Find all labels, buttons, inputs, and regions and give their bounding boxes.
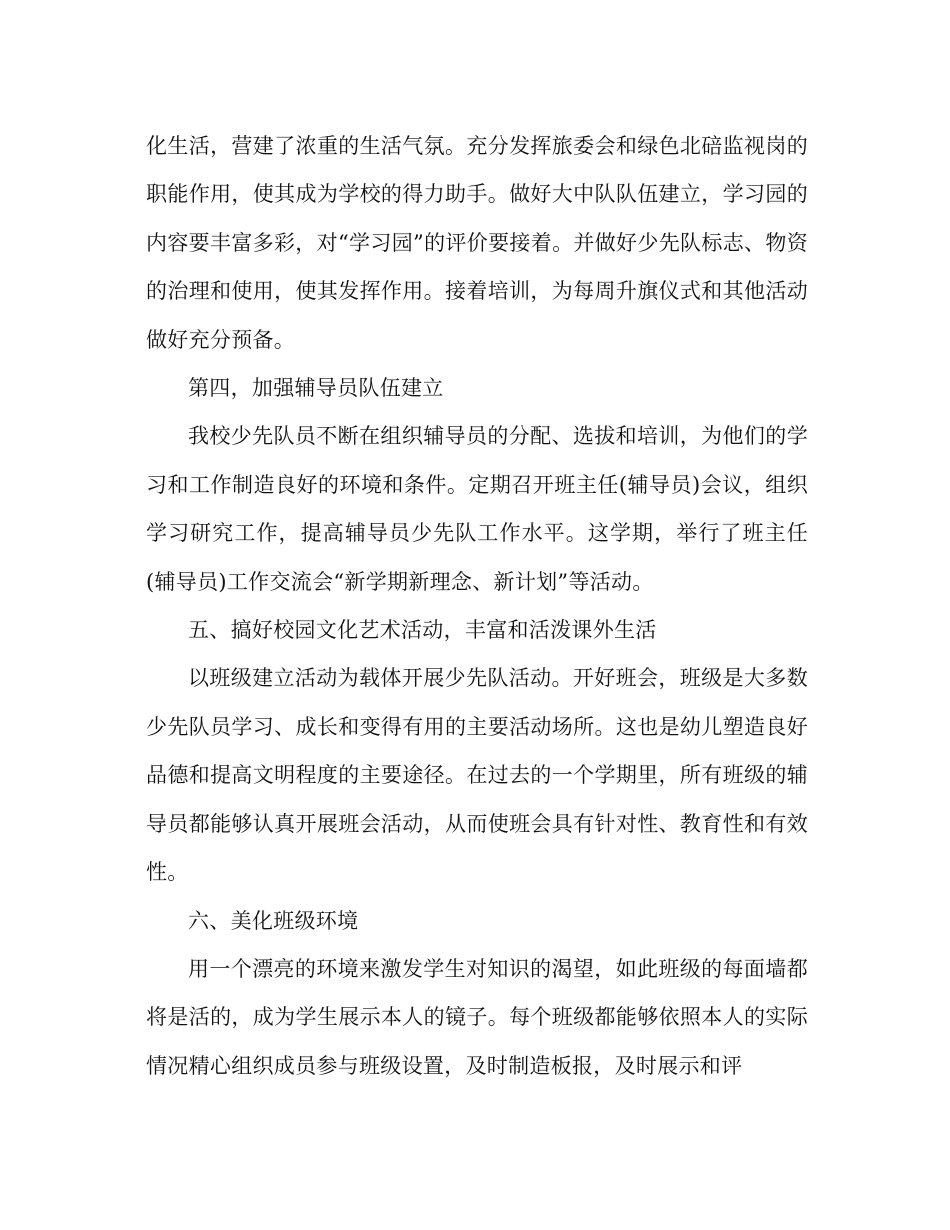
heading-fourth-counselor-team: 第四，加强辅导员队伍建立 xyxy=(188,376,444,401)
paragraph-counselor-training: 我校少先队员不断在组织辅导员的分配、选拔和培训，为他们的学习和工作制造良好的环境和条件。定期召开班主任(辅导员)会议，组织学习研究工作，提高辅导员少先队工作水平。这学期，举行了班主任(辅导员)工作交流会“新学期新理念、新计划”等活动。 xyxy=(146,424,808,594)
heading-six-classroom-environment: 六、美化班级环境 xyxy=(188,908,359,933)
paragraph-continued-activities: 化生活，营建了浓重的生活气氛。充分发挥旅委会和绿色北碚监视岗的职能作用，使其成为学校的得力助手。做好大中队队伍建立，学习园的内容要丰富多彩，对“学习园”的评价要接着。并做好少先队标志、物资的治理和使用，使其发挥作用。接着培训，为每周升旗仪式和其他活动做好充分预备。 xyxy=(146,134,808,352)
paragraph-class-meetings: 以班级建立活动为载体开展少先队活动。开好班会，班级是大多数少先队员学习、成长和变得有用的主要活动场所。这也是幼儿塑造良好品德和提高文明程度的主要途径。在过去的一个学期里，所有班级的辅导员都能够认真开展班会活动，从而使班会具有针对性、教育性和有效性。 xyxy=(146,666,808,885)
heading-five-campus-culture: 五、搞好校园文化艺术活动，丰富和活泼课外生活 xyxy=(188,618,657,643)
document-body xyxy=(146,122,808,1090)
paragraph-classroom-walls: 用一个漂亮的环境来激发学生对知识的渴望，如此班级的每面墙都将是活的，成为学生展示本人的镜子。每个班级都能够依照本人的实际情况精心组织成员参与班级设置，及时制造板报，及时展示和评 xyxy=(146,956,808,1078)
